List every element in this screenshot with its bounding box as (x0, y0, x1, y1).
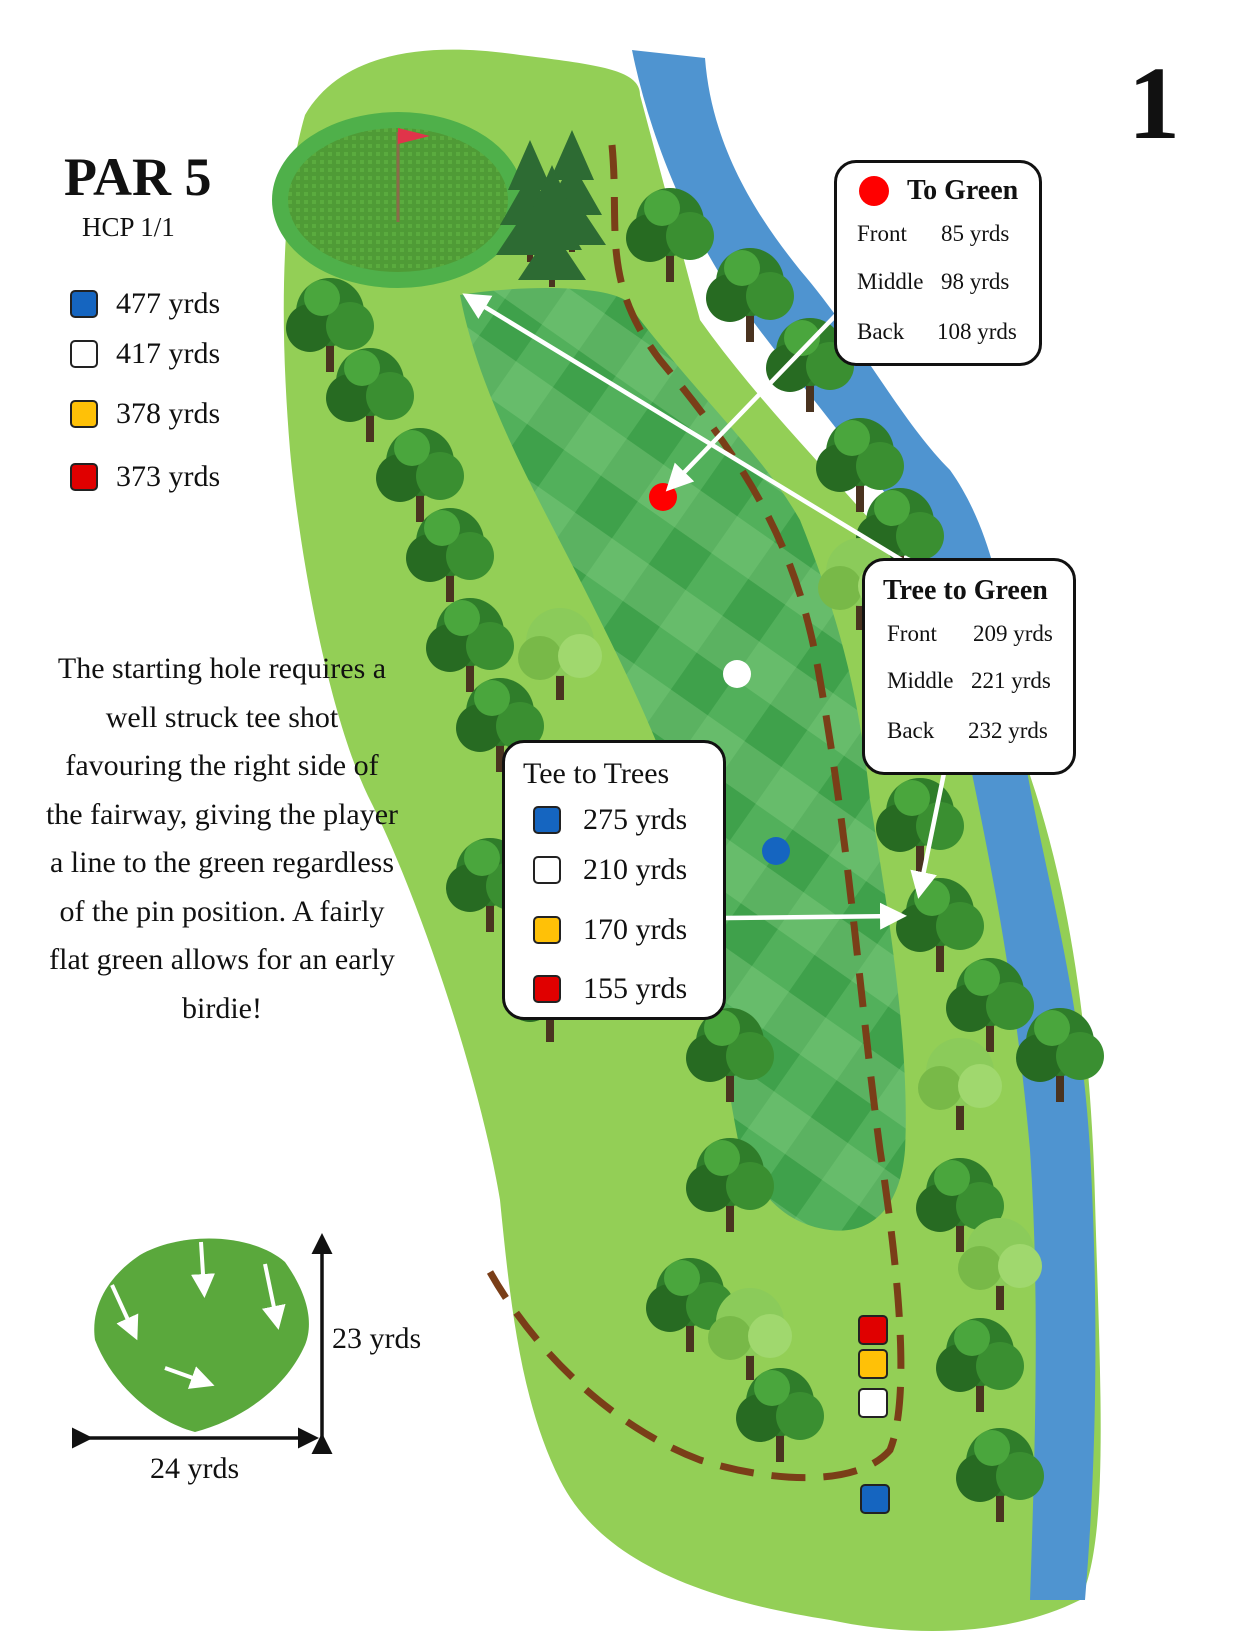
tee-box-yellow (859, 1350, 887, 1378)
tee-to-trees-value: 275 yrds (583, 803, 688, 836)
to-green-box (834, 160, 1042, 366)
tree-to-green-title: Tree to Green (883, 575, 1048, 606)
tree-to-green-back-value: 232 yrds (968, 718, 1048, 743)
landing-marker-white (723, 660, 751, 688)
tree-to-green-box (862, 558, 1076, 775)
tee-yardage-text: 378 yrds (116, 397, 221, 430)
tee-color-swatch (70, 290, 98, 318)
tee-to-trees-value: 210 yrds (583, 853, 688, 886)
tee-to-trees-value: 170 yrds (583, 913, 688, 946)
tee-color-swatch (533, 856, 561, 884)
to-green-back-value: 108 yrds (937, 319, 1017, 344)
tree-to-green-front-value: 209 yrds (973, 621, 1053, 646)
hole-description: The starting hole requires a well struck tee shot favouring the right side of the fairway, giving the player a line to the green regardless of the pin position. A fairly flat green allows for an early birdie! (45, 652, 399, 1025)
tee-yardage-blue (70, 287, 220, 321)
tee-to-trees-row-yellow (533, 913, 687, 947)
tee-yardage-text: 373 yrds (116, 460, 221, 493)
red-dot-icon (859, 176, 889, 206)
tree-to-green-back-label: Back (887, 718, 935, 743)
landing-marker-red (649, 483, 677, 511)
tee-yardage-white (70, 337, 220, 371)
landing-marker-blue (762, 837, 790, 865)
to-green-front-label: Front (857, 221, 907, 246)
tee-box-red (859, 1316, 887, 1344)
to-green-title: To Green (907, 175, 1019, 206)
tee-color-swatch (70, 400, 98, 428)
tee-to-trees-row-red (533, 972, 687, 1006)
tee-to-trees-box (502, 740, 726, 1020)
to-green-back-label: Back (857, 319, 905, 344)
tee-yardage-text: 477 yrds (116, 287, 221, 320)
tee-yardage-yellow (70, 397, 220, 431)
to-green-front-value: 85 yrds (941, 221, 1010, 246)
tee-yardage-red (70, 460, 220, 494)
to-green-middle-value: 98 yrds (941, 269, 1010, 294)
par-label: PAR 5 (64, 147, 212, 207)
tee-color-swatch (533, 806, 561, 834)
tee-to-trees-title: Tee to Trees (523, 757, 670, 790)
arrow-tee-to-tree (726, 916, 898, 918)
tee-yardage-text: 417 yrds (116, 337, 221, 370)
tree-to-green-middle-label: Middle (887, 668, 954, 693)
tree-to-green-middle-value: 221 yrds (971, 668, 1051, 693)
tee-box-white (859, 1389, 887, 1417)
tee-color-swatch (70, 340, 98, 368)
tee-color-swatch (533, 916, 561, 944)
tee-color-swatch (70, 463, 98, 491)
hole-number: 1 (1128, 46, 1180, 161)
tee-to-trees-value: 155 yrds (583, 972, 688, 1005)
green-depth-label: 23 yrds (332, 1322, 422, 1355)
tee-to-trees-row-white (533, 853, 687, 887)
tee-to-trees-row-blue (533, 803, 687, 837)
handicap-label: HCP 1/1 (82, 212, 175, 242)
tree-to-green-front-label: Front (887, 621, 937, 646)
tee-box-blue (861, 1485, 889, 1513)
green-width-label: 24 yrds (150, 1452, 240, 1485)
tee-color-swatch (533, 975, 561, 1003)
to-green-middle-label: Middle (857, 269, 924, 294)
